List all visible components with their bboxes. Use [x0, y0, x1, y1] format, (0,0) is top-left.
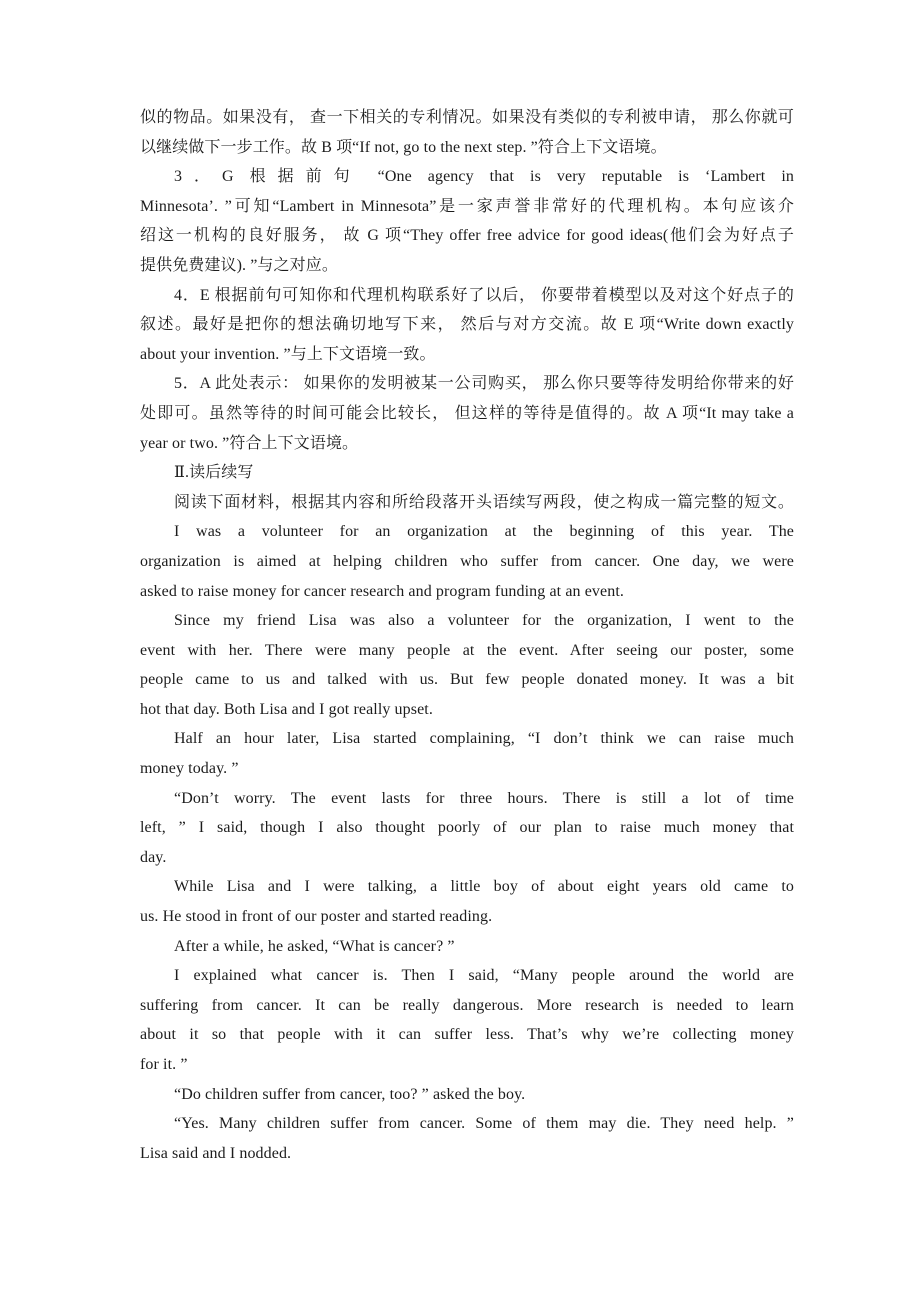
passage-line: organization is aimed at helping children who suffer from cancer. One day, we were	[140, 552, 794, 570]
passage-line: I was a volunteer for an organization at the beginning of this year. The	[174, 523, 794, 541]
passage-line: money today. ”	[140, 760, 239, 778]
passage-line: hot that day. Both Lisa and I got really upset.	[140, 700, 433, 718]
passage-line: Half an hour later, Lisa started complaining, “I don’t think we can raise much	[174, 730, 794, 748]
passage-line: suffering from cancer. It can be really dangerous. More research is needed to learn	[140, 996, 794, 1014]
task-instruction: 阅读下面材料，根据其内容和所给段落开头语续写两段，使之构成一篇完整的短文。	[174, 493, 794, 511]
text-line: about your invention. ”与上下文语境一致。	[140, 345, 436, 363]
passage-line: us. He stood in front of our poster and started reading.	[140, 908, 493, 926]
passage-line: After a while, he asked, “What is cancer? ”	[174, 937, 455, 955]
text-line: 处即可。虽然等待的时间可能会比较长， 但这样的等待是值得的。故 A 项“It may take a	[140, 404, 794, 422]
passage-line: I explained what cancer is. Then I said, “Many people around the world are	[174, 967, 794, 985]
passage-line: “Do children suffer from cancer, too? ” asked the boy.	[174, 1085, 526, 1103]
text-line: 绍这一机构的良好服务， 故 G 项“They offer free advice for good ideas(他们会为好点子	[140, 227, 794, 245]
text-line: 提供免费建议). ”与之对应。	[140, 256, 338, 274]
answer-item-3: 3．G 根据前句 “One agency that is very reputable is ‘Lambert in	[174, 168, 794, 186]
text-line: year or two. ”符合上下文语境。	[140, 434, 359, 452]
passage-line: left, ” I said, though I also thought poorly of our plan to raise much money that	[140, 819, 794, 837]
passage-line: “Yes. Many children suffer from cancer. Some of them may die. They need help. ”	[174, 1115, 794, 1133]
passage-line: Lisa said and I nodded.	[140, 1144, 292, 1162]
document-text-block	[140, 103, 794, 1168]
passage-line: asked to raise money for cancer research and program funding at an event.	[140, 582, 624, 600]
text-line: 以继续做下一步工作。故 B 项“If not, go to the next step. ”符合上下文语境。	[140, 138, 667, 156]
passage-line: for it. ”	[140, 1056, 188, 1073]
answer-item-4: 4．E 根据前句可知你和代理机构联系好了以后， 你要带着模型以及对这个好点子的	[174, 286, 794, 304]
passage-line: Since my friend Lisa was also a volunteer for the organization, I went to the	[174, 612, 794, 630]
passage-line: While Lisa and I were talking, a little boy of about eight years old came to	[174, 878, 794, 896]
passage-line: event with her. There were many people at the event. After seeing our poster, some	[140, 641, 794, 659]
text-line: 叙述。最好是把你的想法确切地写下来， 然后与对方交流。故 E 项“Write down exactly	[140, 316, 794, 334]
answer-item-5: 5．A 此处表示： 如果你的发明被某一公司购买， 那么你只要等待发明给你带来的好	[174, 375, 794, 393]
passage-line: about it so that people with it can suffer less. That’s why we’re collecting money	[140, 1026, 794, 1044]
text-line: 似的物品。如果没有， 查一下相关的专利情况。如果没有类似的专利被申请， 那么你就可	[140, 109, 794, 126]
text-line: Minnesota’. ”可知“Lambert in Minnesota”是一家声誉非常好的代理机构。本句应该介	[140, 197, 794, 215]
section-heading: Ⅱ.读后续写	[174, 464, 254, 482]
passage-line: “Don’t worry. The event lasts for three hours. There is still a lot of time	[174, 789, 794, 807]
passage-line: people came to us and talked with us. But few people donated money. It was a bit	[140, 671, 794, 689]
passage-line: day.	[140, 848, 167, 866]
